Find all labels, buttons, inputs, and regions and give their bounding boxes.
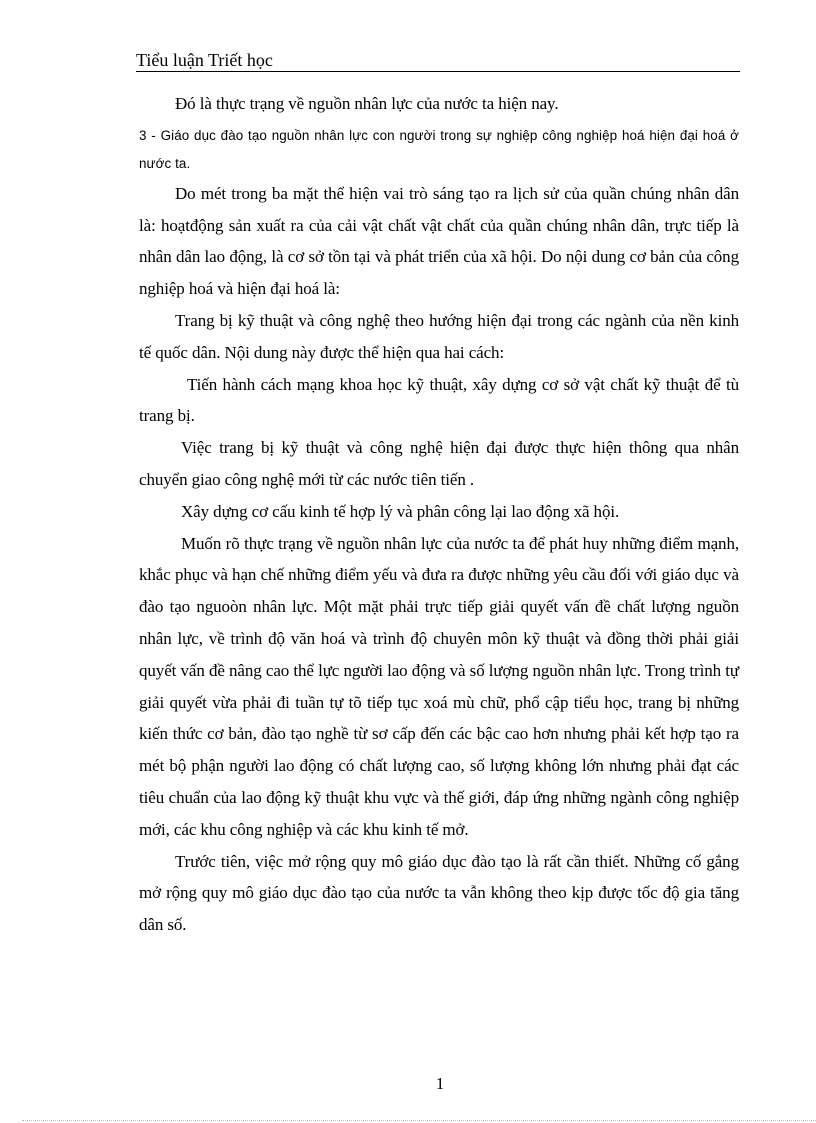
paragraph-economic-structure: Xây dựng cơ cấu kinh tế hợp lý và phân công lại lao động xã hội. (181, 501, 620, 521)
paragraph-technology-transfer: Việc trang bị kỹ thuật và công nghệ hiện đại được thực hiện thông qua nhân chuyển giao công nghệ mới từ các nước tiên tiến . (139, 438, 739, 489)
paragraph-status-summary: Đó là thực trạng về nguồn nhân lực của nước ta hiện nay. (175, 94, 559, 113)
page-number: 1 (435, 1074, 445, 1093)
paragraph-creative-role: Do mét trong ba mặt thể hiện vai trò sáng tạo ra lịch sử của quần chúng nhân dân là: hoạtđộng sản xuất ra của cải vật chất vật chất của quần chúng nhân dân, trực tiếp là nhân dân lao động, là cơ sở tồn tại và phát triển của xã hội. Do nội dung cơ bản của công nghiệp hoá và hiện đại hoá là: (139, 183, 739, 299)
document-body (139, 88, 739, 941)
paragraph-equipment: Trang bị kỹ thuật và công nghệ theo hướng hiện đại trong các ngành của nền kinh tế quốc dân. Nội dung này được thể hiện qua hai cách: (139, 310, 739, 362)
section-heading: 3 - Giáo dục đào tạo nguồn nhân lực con người trong sự nghiệp công nghiệp hoá hiện đại hoá ở nước ta. (139, 127, 739, 171)
paragraph-revolution: Tiến hành cách mạng khoa học kỹ thuật, xây dựng cơ sở vật chất kỹ thuật để tù trang bị. (139, 374, 739, 426)
header-title: Tiểu luận Triết học (136, 50, 273, 70)
running-header (136, 50, 740, 72)
paragraph-education-scale: Trước tiên, việc mở rộng quy mô giáo dục đào tạo là rất cần thiết. Những cố gắng mở rộng quy mô giáo dục đào tạo của nước ta vẫn không theo kịp được tốc độ gia tăng dân số. (139, 851, 739, 935)
footer-divider (22, 1120, 816, 1121)
paragraph-human-resources: Muốn rõ thực trạng về nguồn nhân lực của nước ta để phát huy những điểm mạnh, khắc phục và hạn chế những điểm yếu và đưa ra được những yêu cầu đối với giáo dục và đào tạo nguoòn nhân lực. Một mặt phải trực tiếp giải quyết vấn đề chất lượng nguồn nhân lực, về trình độ văn hoá và trình độ chuyên môn kỹ thuật và đồng thời phải giải quyết vấn đề nâng cao thể lực người lao động và số lượng nguồn nhân lực. Trong trình tự giải quyết vừa phải đi tuần tự tõ tiếp tục xoá mù chữ, phổ cập tiểu học, trang bị những kiến thức cơ bản, đào tạo nghề từ sơ cấp đến các bậc cao hơn nhưng phải kết hợp tạo ra mét bộ phận người lao động có chất lượng cao, số lượng không lớn nhưng phải đạt các tiêu chuẩn của lao động kỹ thuật khu vực và thế giới, đáp ứng những ngành công nghiệp mới, các khu công nghiệp và các khu kinh tế mở. (139, 533, 739, 839)
